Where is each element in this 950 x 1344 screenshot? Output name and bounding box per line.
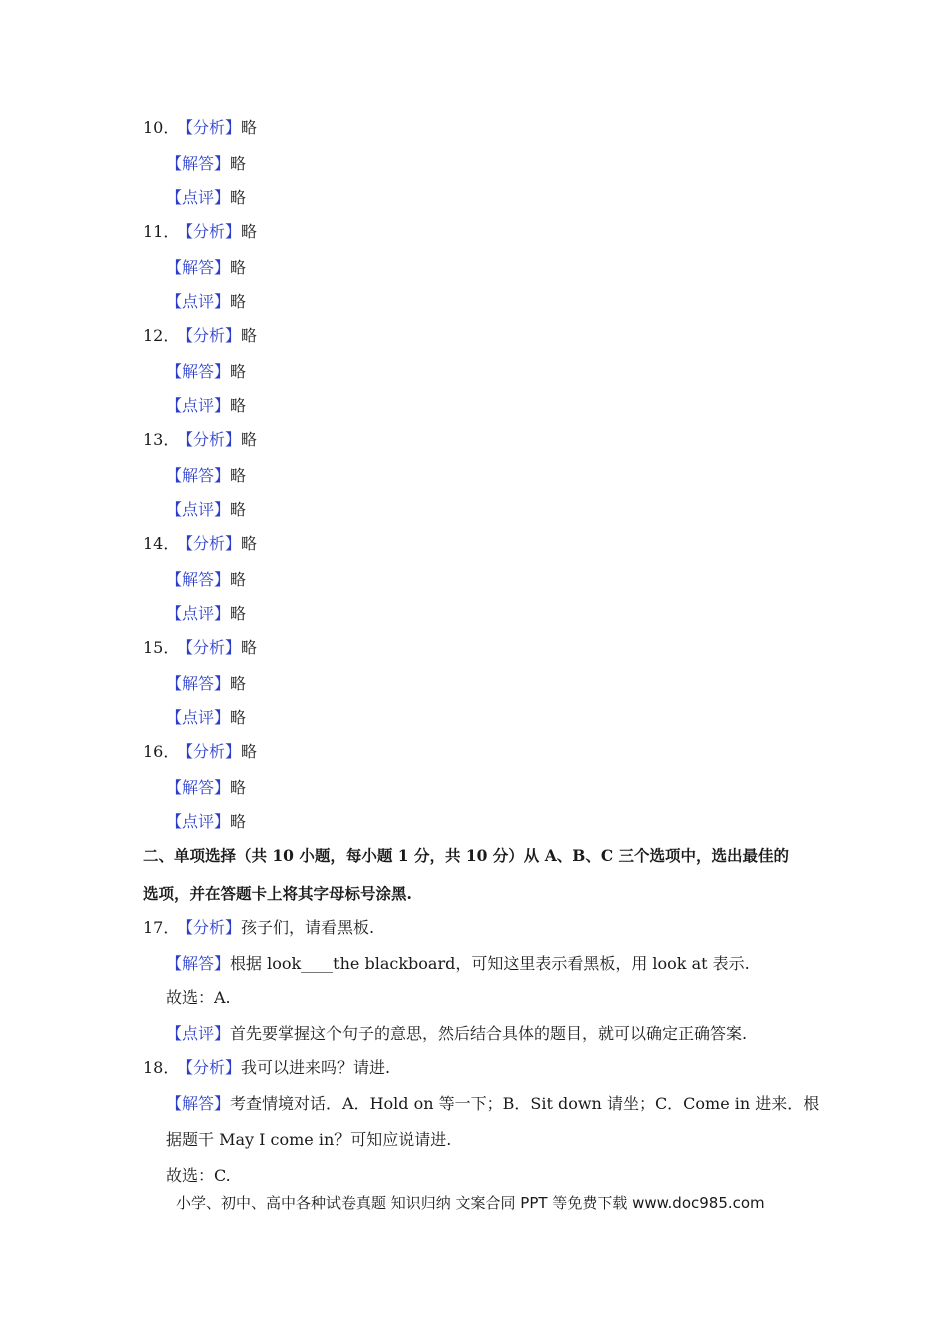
analysis-tag: 【分析】 xyxy=(177,638,242,657)
item-15-answer xyxy=(166,674,246,694)
item-number: 10． xyxy=(143,118,180,137)
answer-tag: 【解答】 xyxy=(166,362,231,381)
comment-text: 略 xyxy=(230,708,247,727)
item-15-analysis xyxy=(143,638,257,658)
item-18-answer-cont: 据题干 May I come in？可知应说请进. xyxy=(166,1130,452,1149)
analysis-text: 略 xyxy=(241,638,258,657)
item-10-answer xyxy=(166,154,246,174)
analysis-tag: 【分析】 xyxy=(177,326,242,345)
item-18-analysis xyxy=(143,1058,390,1078)
item-16-comment xyxy=(166,812,246,832)
analysis-tag: 【分析】 xyxy=(177,742,242,761)
item-number: 11． xyxy=(143,222,180,241)
comment-tag: 【点评】 xyxy=(166,500,231,519)
answer-text: 略 xyxy=(230,362,247,381)
comment-text: 略 xyxy=(230,500,247,519)
item-17-answer xyxy=(166,954,750,974)
item-number: 17． xyxy=(143,918,180,937)
item-number: 16． xyxy=(143,742,180,761)
item-13-analysis xyxy=(143,430,257,450)
item-number: 18． xyxy=(143,1058,180,1077)
analysis-text: 略 xyxy=(241,118,258,137)
item-17-comment xyxy=(166,1024,747,1044)
item-13-comment xyxy=(166,500,246,520)
analysis-tag: 【分析】 xyxy=(177,1058,242,1077)
analysis-text: 略 xyxy=(241,326,258,345)
item-16-answer xyxy=(166,778,246,798)
item-13-answer xyxy=(166,466,246,486)
item-16-analysis xyxy=(143,742,257,762)
analysis-text: 略 xyxy=(241,742,258,761)
comment-text: 略 xyxy=(230,812,247,831)
comment-tag: 【点评】 xyxy=(166,708,231,727)
item-14-answer xyxy=(166,570,246,590)
answer-text: 略 xyxy=(230,466,247,485)
item-12-analysis xyxy=(143,326,257,346)
answer-text: 根据 look____the blackboard，可知这里表示看黑板，用 look at 表示. xyxy=(230,954,750,973)
item-14-comment xyxy=(166,604,246,624)
comment-text: 略 xyxy=(230,396,247,415)
comment-tag: 【点评】 xyxy=(166,812,231,831)
item-number: 13． xyxy=(143,430,180,449)
item-12-answer xyxy=(166,362,246,382)
item-number: 12． xyxy=(143,326,180,345)
item-number: 15． xyxy=(143,638,180,657)
analysis-text: 略 xyxy=(241,430,258,449)
comment-tag: 【点评】 xyxy=(166,188,231,207)
answer-tag: 【解答】 xyxy=(166,258,231,277)
item-18-answer xyxy=(166,1094,819,1114)
comment-text: 首先要掌握这个句子的意思，然后结合具体的题目，就可以确定正确答案. xyxy=(230,1024,748,1043)
comment-text: 略 xyxy=(230,188,247,207)
item-11-comment xyxy=(166,292,246,312)
analysis-tag: 【分析】 xyxy=(177,118,242,137)
analysis-tag: 【分析】 xyxy=(177,918,242,937)
answer-text: 略 xyxy=(230,570,247,589)
answer-tag: 【解答】 xyxy=(166,954,231,973)
item-14-analysis xyxy=(143,534,257,554)
analysis-tag: 【分析】 xyxy=(177,222,242,241)
item-11-answer xyxy=(166,258,246,278)
answer-tag: 【解答】 xyxy=(166,1094,231,1113)
answer-tag: 【解答】 xyxy=(166,466,231,485)
answer-tag: 【解答】 xyxy=(166,154,231,173)
answer-text: 略 xyxy=(230,674,247,693)
analysis-text: 略 xyxy=(241,534,258,553)
analysis-text: 孩子们，请看黑板. xyxy=(241,918,375,937)
comment-tag: 【点评】 xyxy=(166,292,231,311)
section-heading-line1: 二、单项选择（共 10 小题，每小题 1 分，共 10 分）从 A、B、C 三个选项中，选出最佳的 xyxy=(143,846,790,865)
answer-text: 略 xyxy=(230,154,247,173)
comment-text: 略 xyxy=(230,292,247,311)
item-12-comment xyxy=(166,396,246,416)
analysis-tag: 【分析】 xyxy=(177,430,242,449)
item-10-analysis xyxy=(143,118,257,138)
analysis-text: 略 xyxy=(241,222,258,241)
comment-tag: 【点评】 xyxy=(166,396,231,415)
item-17-analysis xyxy=(143,918,374,938)
answer-tag: 【解答】 xyxy=(166,778,231,797)
item-10-comment xyxy=(166,188,246,208)
footer-promo: 小学、初中、高中各种试卷真题 知识归纳 文案合同 PPT 等免费下载 www.doc985.com xyxy=(176,1194,765,1212)
item-15-comment xyxy=(166,708,246,728)
item-11-analysis xyxy=(143,222,257,242)
answer-text: 略 xyxy=(230,778,247,797)
analysis-text: 我可以进来吗？请进. xyxy=(241,1058,391,1077)
analysis-tag: 【分析】 xyxy=(177,534,242,553)
comment-tag: 【点评】 xyxy=(166,1024,231,1043)
answer-text: 考查情境对话．A．Hold on 等一下；B．Sit down 请坐；C．Come in 进来．根 xyxy=(230,1094,820,1113)
item-18-choice: 故选：C. xyxy=(166,1166,231,1185)
comment-tag: 【点评】 xyxy=(166,604,231,623)
section-heading-line2: 选项，并在答题卡上将其字母标号涂黑. xyxy=(143,884,412,903)
item-number: 14． xyxy=(143,534,180,553)
answer-tag: 【解答】 xyxy=(166,674,231,693)
answer-tag: 【解答】 xyxy=(166,570,231,589)
answer-text: 略 xyxy=(230,258,247,277)
item-17-choice: 故选：A. xyxy=(166,988,231,1007)
comment-text: 略 xyxy=(230,604,247,623)
